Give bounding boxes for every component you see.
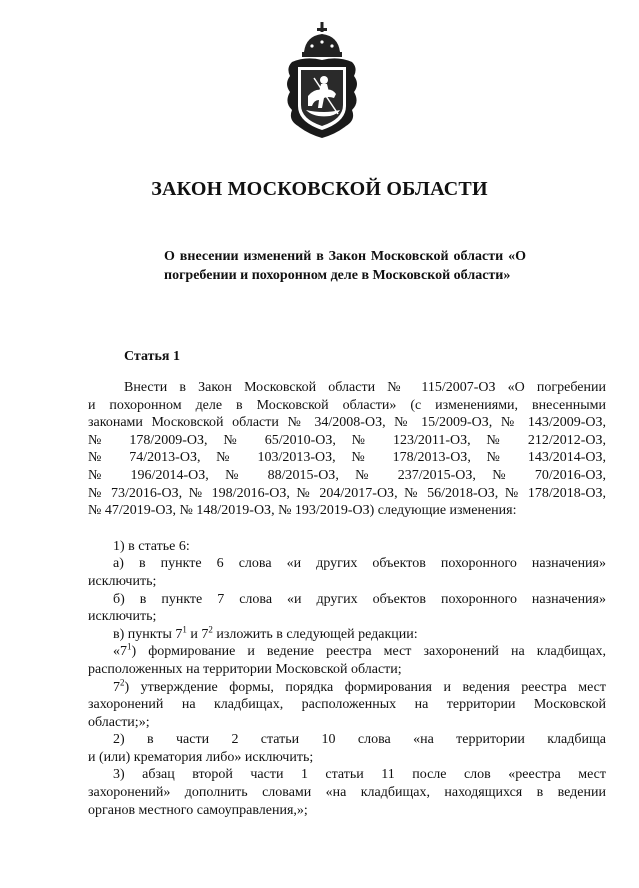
article-body [88,379,606,819]
intro-line: и похоронном деле в Московской области» (с изменениями, внесенными [88,397,606,413]
point-7-1-cont: расположенных на территории Московской области; [88,661,402,677]
intro-line: № 47/2019-ОЗ, № 148/2019-ОЗ, № 193/2019-ОЗ) следующие изменения: [88,503,517,519]
law-subject: О внесении изменений в Закон Московской области «О погребении и похоронном деле в Московской области» [164,249,526,283]
law-title: ЗАКОН МОСКОВСКОЙ ОБЛАСТИ [151,178,488,200]
intro-line: № 73/2016-ОЗ, № 198/2016-ОЗ, № 204/2017-ОЗ, № 56/2018-ОЗ, № 178/2018-ОЗ, [88,485,606,501]
amendment-item-2: 2) в части 2 статьи 10 слова «на территории кладбища [113,732,606,748]
point-7-2: $7^2$) утверждение формы, порядка формирования и ведения реестра мест [113,676,606,695]
subitem-a-cont: исключить; [88,573,157,589]
intro-line: Внести в Закон Московской области № 115/2007-ОЗ «О погребении [124,380,606,395]
intro-line: № 74/2013-ОЗ, № 103/2013-ОЗ, № 178/2013-ОЗ, № 143/2014-ОЗ, [88,450,606,466]
amendment-item-3-end: органов местного самоуправления,»; [88,802,308,818]
amendment-item-3-cont: захоронений» дополнить словами «на кладбищах, находящихся в ведении [88,785,606,801]
coat-of-arms-emblem [280,22,364,142]
amendment-item-1: 1) в статье 6: [113,538,190,554]
intro-line: законами Московской области № 34/2008-ОЗ, № 15/2009-ОЗ, № 143/2009-ОЗ, [88,415,606,431]
subitem-b: б) в пункте 7 слова «и других объектов похоронного назначения» [113,591,606,607]
point-7-1: «$7^1$) формирование и ведение реестра мест захоронений на кладбищах, [113,641,606,660]
subitem-a: а) в пункте 6 слова «и других объектов похоронного назначения» [113,556,606,572]
article-heading: Статья 1 [124,349,180,364]
intro-line: № 178/2009-ОЗ, № 65/2010-ОЗ, № 123/2011-ОЗ, № 212/2012-ОЗ, [88,432,606,448]
subitem-v: в) пункты $7^1$ и $7^2$ изложить в следующей редакции: [113,624,418,642]
amendment-item-2-cont: и (или) крематория либо» исключить; [88,749,314,765]
intro-line: № 196/2014-ОЗ, № 88/2015-ОЗ, № 237/2015-ОЗ, № 70/2016-ОЗ, [88,467,606,483]
amendment-item-3: 3) абзац второй части 1 статьи 11 после слов «реестра мест [113,767,606,783]
subitem-b-cont: исключить; [88,609,157,625]
point-7-2-end: области;»; [88,714,150,730]
point-7-2-cont: захоронений на кладбищах, расположенных на территории Московской [88,697,606,713]
